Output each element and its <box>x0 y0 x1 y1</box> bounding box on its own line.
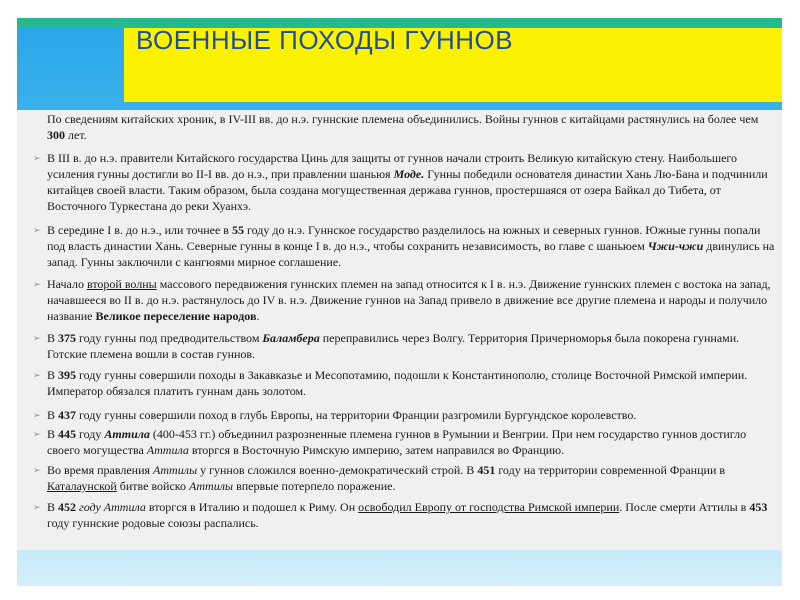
paragraph-6-text <box>47 368 747 398</box>
text-run: лет. <box>65 128 87 142</box>
content-area <box>17 110 782 550</box>
text-run: Аттилы <box>189 479 234 493</box>
bullet-icon: ➢ <box>33 410 41 420</box>
text-run: году гунны совершили походы в Закавказье и Месопотамию, подошли к Константинополю, столице Восточной Римской империи. Император обязался платить гуннам дань золотом. <box>47 368 748 398</box>
text-run: двинулись на запад. Гунны заключили с кангюями мирное соглашение. <box>47 239 775 269</box>
text-run: Каталаунской <box>47 479 117 493</box>
paragraph-7 <box>33 407 775 423</box>
text-run: . После смерти Аттилы в <box>619 500 750 514</box>
text-run: 395 <box>58 368 77 382</box>
text-run: 55 <box>231 223 244 237</box>
paragraph-1 <box>47 111 775 143</box>
paragraph-6 <box>33 367 775 399</box>
text-run: Аттила <box>104 427 150 441</box>
paragraph-5-text <box>47 331 739 361</box>
text-run: освободил Европу от господства Римской империи <box>358 500 620 514</box>
text-run: массового передвижения гуннских племен на запад относится к I в. н.э. Движение гуннских племен с востока на запад, начавшееся во II в. до н.э. растянулось до IV в. н.э. Движение гуннов на Запад привело в движение все другие племена и народы и получило название <box>47 277 771 323</box>
bullet-icon: ➢ <box>33 279 41 289</box>
paragraph-5 <box>33 330 775 362</box>
text-run: Начало <box>47 277 87 291</box>
text-run: впервые потерпело поражение. <box>233 479 396 493</box>
slide-title: ВОЕННЫЕ ПОХОДЫ ГУННОВ <box>136 25 514 55</box>
text-run: 451 <box>477 463 496 477</box>
text-run: переправились через Волгу. Территория Причерноморья была покорена гуннами. Готские племена вошли в состав гуннов. <box>47 331 740 361</box>
bullet-icon: ➢ <box>33 333 41 343</box>
bullet-icon: ➢ <box>33 153 41 163</box>
text-run: году гуннские родовые союзы распались. <box>47 516 259 530</box>
text-run: Великое переселение народов <box>95 309 257 323</box>
paragraph-9 <box>33 462 775 494</box>
paragraph-3-text <box>47 223 774 269</box>
text-run: году гунны совершили поход в глубь Европы, на территории Франции разгромили Бургундское королевство. <box>76 408 637 422</box>
paragraph-9-text <box>47 463 725 493</box>
text-run: году до н.э. Гуннское государство разделилось на южных и северных гуннов. Южные гунны попали под власть династии Хань. Северные гунны в конце I в. до н.э., чтобы сохранить независимость, во главе с шаньюем <box>47 223 761 253</box>
text-run: (400-453 гг.) объединил разрозненные племена гуннов в Румынии и Венгрии. При нем государство гуннов достигло своего могущества <box>47 427 747 457</box>
text-run: Аттила <box>146 443 189 457</box>
text-run: По сведениям китайских хроник, в IV-III вв. до н.э. гуннские племена объединились. Войны гуннов с китайцами растянулись на более чем <box>47 112 759 126</box>
text-run: Чжи-чжи <box>647 239 704 253</box>
text-run: вторгся в Восточную Римскую империю, затем направился во Францию. <box>188 443 565 457</box>
bullet-icon: ➢ <box>33 429 41 439</box>
text-run: Гунны победили основателя династии Хань Лю-Бана и подчинили китайцев своей власти. Таким образом, была создана могущественная держава гуннов, простершаяся от озера Байкал до Тибета, от Восточного Туркестана до реки Хуанхэ. <box>47 167 768 213</box>
paragraph-7-text <box>47 408 636 422</box>
paragraph-4 <box>33 276 775 324</box>
text-run: В <box>47 427 59 441</box>
paragraph-2-text <box>47 151 768 213</box>
text-run: году Аттила <box>79 500 146 514</box>
text-run: В <box>47 500 59 514</box>
text-run: Аттилы <box>153 463 198 477</box>
text-run: 445 <box>58 427 77 441</box>
paragraph-1-text <box>47 112 758 142</box>
bullet-icon: ➢ <box>33 370 41 380</box>
text-run: В <box>47 331 59 345</box>
text-run: году на территории современной Франции в <box>495 463 726 477</box>
paragraph-8-text <box>47 427 746 457</box>
text-run: вторгся в Италию и подошел к Риму. Он <box>145 500 359 514</box>
text-run: второй волны <box>86 277 157 291</box>
text-run: 452 <box>58 500 77 514</box>
text-run: 375 <box>58 331 77 345</box>
text-run: Баламбера <box>262 331 320 345</box>
text-run: битве войско <box>116 479 190 493</box>
paragraph-8 <box>33 426 775 458</box>
paragraph-4-text <box>47 277 771 323</box>
bullet-icon: ➢ <box>33 225 41 235</box>
text-run: 300 <box>47 128 65 142</box>
text-run: у гуннов сложился военно-демократический строй. В <box>197 463 478 477</box>
paragraph-3 <box>33 222 775 270</box>
text-run: Во время правления <box>47 463 154 477</box>
text-run: В III в. до н.э. правители Китайского государства Цинь для защиты от гуннов начали строить Великую китайскую стену. Наибольшего усиления гунны достигли во II-I вв. до н.э., при правлении шаньюя <box>47 151 738 181</box>
bullet-icon: ➢ <box>33 502 41 512</box>
text-run: В <box>47 408 59 422</box>
text-run: Моде. <box>393 167 425 181</box>
text-run: В середине I в. до н.э., или точнее в <box>47 223 232 237</box>
text-run: В <box>47 368 59 382</box>
text-run: году гунны под предводительством <box>76 331 263 345</box>
paragraph-2 <box>33 150 775 214</box>
paragraph-10 <box>33 499 775 531</box>
bullet-icon: ➢ <box>33 465 41 475</box>
text-run: году <box>76 427 105 441</box>
paragraph-10-text <box>47 500 767 530</box>
text-run: 437 <box>58 408 77 422</box>
text-run: 453 <box>749 500 768 514</box>
text-run: . <box>256 309 260 323</box>
